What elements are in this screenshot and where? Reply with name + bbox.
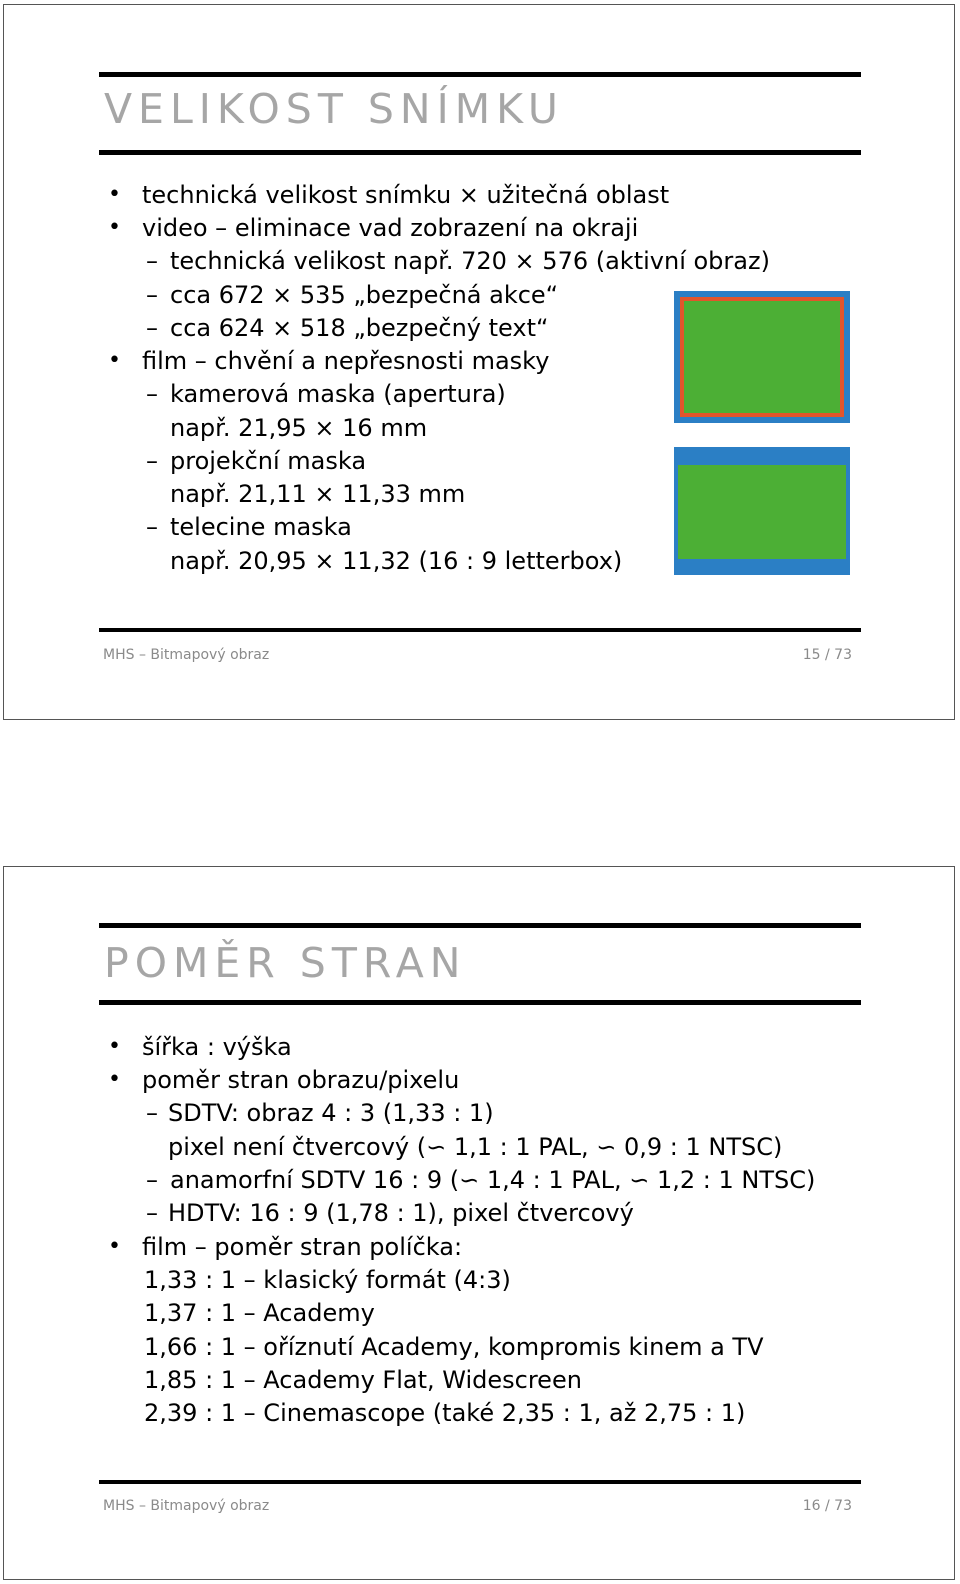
dash-marker: – (146, 1199, 158, 1227)
dash-marker: – (146, 314, 158, 342)
list-item: 1,33 : 1 – klasický formát (4:3) (144, 1266, 511, 1294)
list-item: kamerová maska (apertura) (170, 380, 506, 408)
bullet-marker: • (108, 1067, 121, 1092)
list-item: projekční maska (170, 447, 367, 475)
list-item: video – eliminace vad zobrazení na okraji (142, 214, 639, 242)
dash-marker: – (146, 380, 158, 408)
dash-marker: – (146, 447, 158, 475)
dash-marker: – (146, 1166, 158, 1194)
list-item: telecine maska (170, 513, 352, 541)
letterbox-image-area (678, 465, 846, 559)
footer-title: MHS – Bitmapový obraz (103, 647, 270, 663)
list-item: cca 672 × 535 „bezpečná akce“ (170, 281, 559, 309)
camera-mask-diagram (674, 291, 850, 423)
list-item: např. 21,95 × 16 mm (170, 414, 428, 442)
dash-marker: – (146, 1099, 158, 1127)
bullet-marker: • (108, 215, 121, 240)
list-item: technická velikost např. 720 × 576 (aktivní obraz) (170, 247, 770, 275)
page-number: 16 / 73 (802, 1498, 852, 1514)
list-item: cca 624 × 518 „bezpečný text“ (170, 314, 549, 342)
safe-action-border (680, 297, 844, 417)
list-item: film – poměr stran políčka: (142, 1233, 463, 1261)
list-item: poměr stran obrazu/pixelu (142, 1066, 460, 1094)
title-rule-top (99, 72, 861, 77)
page-number: 15 / 73 (802, 647, 852, 663)
list-item: technická velikost snímku × užitečná oblast (142, 181, 670, 209)
letterbox-mask-diagram (674, 447, 850, 575)
list-item: pixel není čtvercový (∽ 1,1 : 1 PAL, ∽ 0,9 : 1 NTSC) (168, 1133, 783, 1161)
bullet-marker: • (108, 348, 121, 373)
list-item: SDTV: obraz 4 : 3 (1,33 : 1) (168, 1099, 494, 1127)
slide-velikost-snimku (3, 4, 955, 720)
title-rule-top (99, 923, 861, 928)
slide-title: VELIKOST SNÍMKU (104, 85, 564, 133)
dash-marker: – (146, 281, 158, 309)
bullet-marker: • (108, 1234, 121, 1259)
footer-rule (99, 628, 861, 632)
list-item: šířka : výška (142, 1033, 292, 1061)
list-item: např. 21,11 × 11,33 mm (170, 480, 466, 508)
title-rule-bottom (99, 150, 861, 155)
list-item: 1,37 : 1 – Academy (144, 1299, 375, 1327)
image-area (684, 301, 840, 413)
list-item: anamorfní SDTV 16 : 9 (∽ 1,4 : 1 PAL, ∽ 1,2 : 1 NTSC) (170, 1166, 816, 1194)
dash-marker: – (146, 247, 158, 275)
footer-rule (99, 1480, 861, 1484)
list-item: 1,66 : 1 – oříznutí Academy, kompromis kinem a TV (144, 1333, 764, 1361)
list-item: HDTV: 16 : 9 (1,78 : 1), pixel čtvercový (168, 1199, 634, 1227)
footer-title: MHS – Bitmapový obraz (103, 1498, 270, 1514)
bullet-marker: • (108, 182, 121, 207)
bullet-marker: • (108, 1034, 121, 1059)
slide-pomer-stran (3, 866, 955, 1580)
dash-marker: – (146, 513, 158, 541)
list-item: film – chvění a nepřesnosti masky (142, 347, 550, 375)
list-item: 1,85 : 1 – Academy Flat, Widescreen (144, 1366, 582, 1394)
slide-title: POMĚR STRAN (104, 939, 467, 987)
list-item: 2,39 : 1 – Cinemascope (také 2,35 : 1, až 2,75 : 1) (144, 1399, 746, 1427)
title-rule-bottom (99, 1000, 861, 1005)
list-item: např. 20,95 × 11,32 (16 : 9 letterbox) (170, 547, 623, 575)
